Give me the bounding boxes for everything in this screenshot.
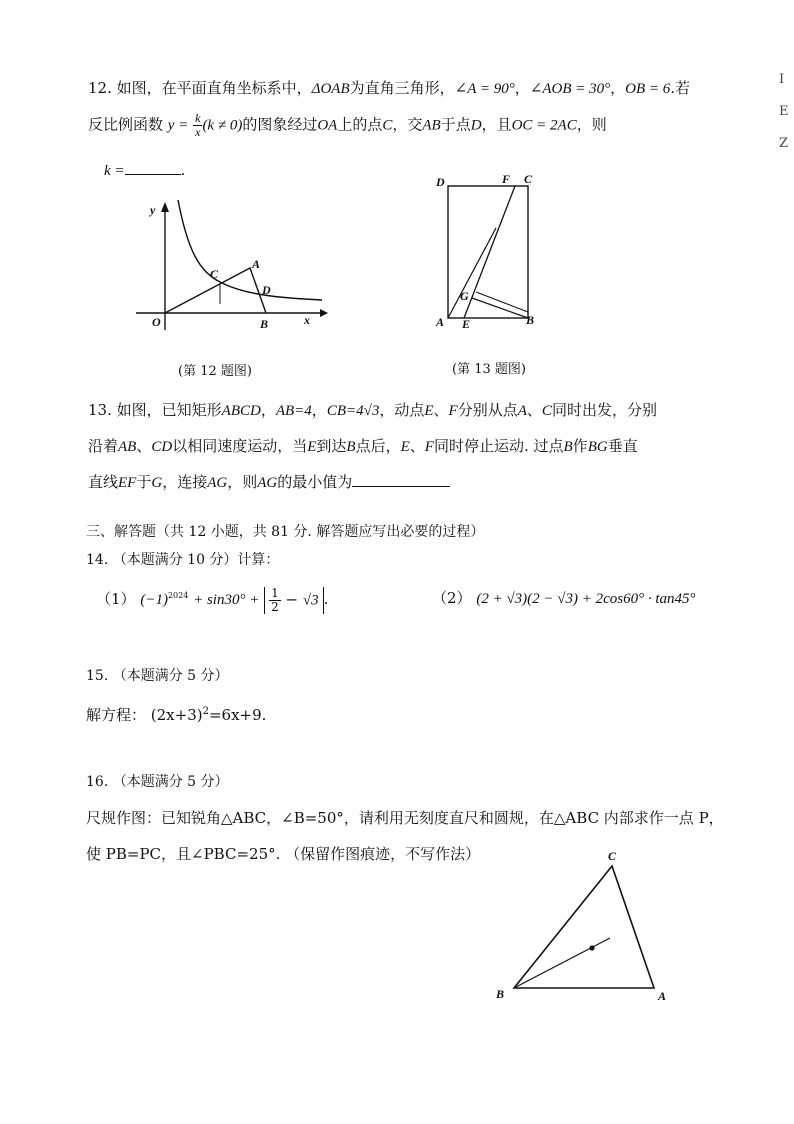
question-13-line-3 [88, 472, 450, 493]
denominator: 2 [271, 599, 279, 614]
answer-blank[interactable] [125, 160, 181, 175]
question-14-title: 14. （本题满分 10 分）计算： [86, 552, 280, 568]
math: OC = 2AC [511, 117, 577, 134]
label-c: C [524, 172, 533, 186]
y-axis-arrow [161, 202, 169, 212]
text: 如图，在平面直角坐标系中， [116, 79, 312, 97]
math: (2 + √3)(2 − √3) + 2cos60° · tan45° [476, 591, 696, 607]
question-14-part-2 [432, 588, 696, 609]
question-16-line-2: 使 PB=PC，且∠PBC=25°. （保留作图痕迹，不写作法） [86, 845, 481, 863]
label-c: C [210, 267, 219, 281]
text: 反比例函数 [88, 115, 164, 134]
math: C [541, 403, 552, 419]
figure-16 [490, 842, 690, 1010]
math: BG [587, 439, 608, 455]
math: C [382, 117, 393, 134]
label-a: A [436, 315, 445, 329]
question-12-line-1 [88, 78, 690, 99]
label-a: A [658, 989, 667, 1003]
text: 上的点 [337, 115, 383, 134]
text: 、 [433, 401, 449, 419]
math: G [151, 475, 163, 491]
text: ，连接 [162, 473, 208, 491]
math: + sin30° + [193, 592, 260, 608]
label-f: F [502, 172, 511, 186]
math: F [448, 403, 458, 419]
absolute-value [264, 587, 324, 614]
text: 如图，已知矩形 [116, 401, 222, 419]
text: 沿着 [88, 437, 119, 455]
part-label: （2） [432, 589, 472, 607]
label-d: D [262, 283, 271, 297]
question-12-answer-line [104, 160, 185, 181]
text: ，动点 [379, 401, 425, 419]
text: 垂直 [607, 437, 638, 455]
text: 同时停止运动. 过点 [433, 437, 564, 455]
math: (k ≠ 0) [202, 117, 243, 134]
edge-mark: Z [779, 136, 789, 151]
text: 于点 [440, 115, 471, 134]
math: E [400, 439, 410, 455]
text: 的最小值为 [277, 473, 353, 491]
label-b: B [526, 313, 535, 327]
question-15-equation [86, 702, 266, 725]
math: √3 [302, 592, 319, 608]
exponent: 2 [202, 706, 209, 717]
question-number: 12. [88, 79, 112, 97]
question-15-title: 15. （本题满分 5 分） [86, 668, 229, 684]
label-o: O [152, 315, 161, 329]
part-label: （1） [96, 590, 136, 608]
math: EF [118, 475, 137, 491]
text: 、 [136, 437, 152, 455]
label-g: G [460, 289, 469, 303]
text: ，则 [227, 473, 258, 491]
text: ， [514, 79, 530, 97]
text: ，交 [392, 115, 423, 134]
hyperbola-curve [178, 200, 322, 300]
point-marker [589, 945, 594, 950]
math: ABCD [221, 403, 261, 419]
math: E [424, 403, 434, 419]
text: 同时出发，分别 [551, 401, 657, 419]
math: AG [207, 475, 228, 491]
label-c: C [608, 849, 617, 863]
text: .若 [670, 79, 691, 97]
text: ， [311, 401, 327, 419]
math: F [424, 439, 434, 455]
line-ef [464, 186, 515, 318]
math: (−1) [140, 592, 168, 608]
text: 解方程： (2x+3) [86, 706, 203, 724]
text: 于 [136, 473, 152, 491]
section-3-title: 三、解答题（共 12 小题，共 81 分. 解答题应写出必要的过程） [86, 524, 485, 540]
exponent: 2024 [167, 591, 189, 600]
text: 作 [572, 437, 588, 455]
text: 为直角三角形， [349, 79, 455, 97]
fraction [269, 587, 281, 614]
label-y: y [150, 203, 156, 217]
x-axis-arrow [320, 309, 328, 317]
question-14-part-1 [96, 586, 328, 614]
math: ∠AOB = 30° [529, 81, 611, 97]
edge-mark: I [779, 72, 785, 87]
math: √3 [363, 403, 380, 419]
math: B [563, 439, 573, 455]
math: A [517, 403, 527, 419]
text: 、 [526, 401, 542, 419]
figure-12-caption: (第 12 题图) [178, 364, 252, 379]
math: − [285, 590, 299, 608]
question-16-line-1: 尺规作图：已知锐角△ABC，∠B=50°，请利用无刻度直尺和圆规，在△ABC 内部求作一点 P， [86, 809, 724, 827]
math: AB [422, 117, 441, 134]
text: =6x+9. [208, 706, 267, 724]
math: B [346, 439, 356, 455]
ray-from-b [514, 938, 610, 988]
math: AB=4 [275, 403, 312, 419]
text: ，且 [481, 115, 512, 134]
answer-blank[interactable] [352, 472, 450, 487]
label-d: D [436, 175, 445, 189]
math: E [307, 439, 317, 455]
math: AB [118, 439, 137, 455]
text: 的图象经过 [242, 115, 318, 134]
figure-13-caption: (第 13 题图) [452, 362, 526, 377]
math: k = [104, 163, 125, 179]
triangle-abc [514, 866, 654, 988]
math: AG [257, 475, 278, 491]
text: . [323, 590, 329, 608]
text: 以相同速度运动，当 [172, 437, 308, 455]
numerator: k [195, 111, 201, 125]
question-13-line-1 [88, 400, 657, 421]
text: ， [610, 79, 626, 97]
edge-mark: E [779, 104, 789, 119]
text: 到达 [316, 437, 347, 455]
label-x: x [304, 313, 310, 327]
question-13-line-2 [88, 436, 638, 457]
question-number: 13. [88, 401, 112, 419]
math: OB = 6 [625, 81, 671, 97]
denominator: x [195, 125, 201, 139]
math: ΔOAB [311, 81, 350, 97]
text: 、 [409, 437, 425, 455]
figure-13 [432, 172, 542, 334]
text: ， [260, 401, 276, 419]
label-e: E [462, 317, 471, 331]
text: 分别从点 [457, 401, 518, 419]
figure-12 [130, 192, 330, 338]
label-a: A [252, 257, 261, 271]
math: CD [151, 439, 173, 455]
math: CB=4 [326, 403, 364, 419]
text: 点后， [355, 437, 401, 455]
label-b: B [496, 987, 505, 1001]
numerator: 1 [271, 585, 279, 600]
math: y = [167, 117, 189, 134]
math: D [470, 117, 482, 134]
question-12-line-2 [88, 112, 607, 139]
math: ∠A = 90° [454, 81, 515, 97]
math: OA [317, 117, 338, 134]
label-b: B [260, 317, 269, 331]
question-16-title: 16. （本题满分 5 分） [86, 774, 229, 790]
text: . [180, 161, 186, 179]
text: 直线 [88, 473, 119, 491]
text: ，则 [576, 115, 607, 134]
